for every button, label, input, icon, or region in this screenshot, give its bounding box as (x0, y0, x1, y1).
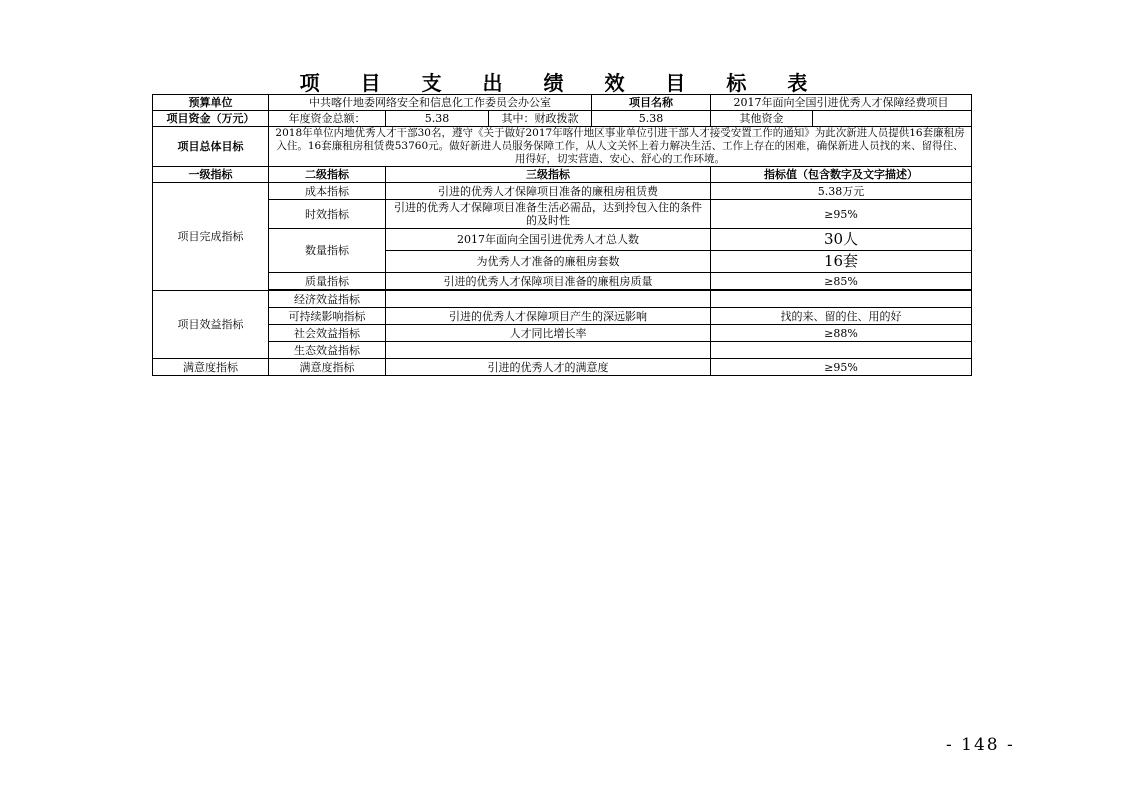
header-indicator-value: 指标值（包含数字及文字描述） (711, 167, 972, 183)
satisfaction-item: 引进的优秀人才的满意度 (386, 359, 711, 376)
fiscal-allocation-value: 5.38 (592, 111, 711, 127)
table-row (153, 308, 972, 325)
table-row (153, 359, 972, 376)
cost-indicator-item: 引进的优秀人才保障项目准备的廉租房租赁费 (386, 183, 711, 200)
cost-indicator-label: 成本指标 (269, 183, 386, 200)
page-number: - 148 - (946, 735, 1015, 755)
page-title: 项 目 支 出 绩 效 目 标 表 (299, 71, 825, 95)
overall-goal-text: 2018年单位内地优秀人才干部30名，遵守《关于做好2017年喀什地区事业单位引进干部人才接受安置工作的通知》为此次新进人员提供16套廉租房入住。16套廉租房租赁费53760元。做好新进人员服务保障工作，从人文关怀上着力解决生活、工作上存在的困难，确保新进人员找的来、留得住、用得好，切实营造、安心、舒心的工作环境。 (269, 127, 972, 167)
satisfaction-indicator-label: 满意度指标 (153, 359, 269, 376)
table-row (153, 291, 972, 308)
project-name-value: 2017年面向全国引进优秀人才保障经费项目 (711, 95, 972, 111)
quality-indicator-label: 质量指标 (269, 273, 386, 290)
performance-target-table (152, 94, 972, 376)
project-name-label: 项目名称 (592, 95, 711, 111)
sustainable-impact-value: 找的来、留的住、用的好 (711, 308, 972, 325)
table-row (153, 342, 972, 359)
table-row (153, 273, 972, 290)
benefit-indicator-label: 项目效益指标 (153, 291, 269, 359)
table-row (153, 183, 972, 200)
timeliness-indicator-label: 时效指标 (269, 200, 386, 229)
timeliness-indicator-item: 引进的优秀人才保障项目准备生活必需品，达到拎包入住的条件的及时性 (386, 200, 711, 229)
economic-benefit-item (386, 291, 711, 308)
quantity-indicator-value: 30人 (711, 229, 972, 251)
quality-indicator-item: 引进的优秀人才保障项目准备的廉租房质量 (386, 273, 711, 290)
satisfaction-sub-label: 满意度指标 (269, 359, 386, 376)
table-row (153, 111, 972, 127)
ecological-benefit-value (711, 342, 972, 359)
header-level2: 二级指标 (269, 167, 386, 183)
header-level3: 三级指标 (386, 167, 711, 183)
annual-total-label: 年度资金总额： (269, 111, 386, 127)
table-row (153, 229, 972, 251)
sustainable-impact-item: 引进的优秀人才保障项目产生的深远影响 (386, 308, 711, 325)
header-level1: 一级指标 (153, 167, 269, 183)
budget-unit-label: 预算单位 (153, 95, 269, 111)
ecological-benefit-label: 生态效益指标 (269, 342, 386, 359)
quantity-indicator-item: 2017年面向全国引进优秀人才总人数 (386, 229, 711, 251)
ecological-benefit-item (386, 342, 711, 359)
annual-total-value: 5.38 (386, 111, 489, 127)
fiscal-allocation-label: 其中：财政拨款 (489, 111, 592, 127)
social-benefit-item: 人才同比增长率 (386, 325, 711, 342)
quantity-indicator-value: 16套 (711, 251, 972, 273)
project-funds-label: 项目资金（万元） (153, 111, 269, 127)
table-row (153, 95, 972, 111)
table-row (153, 200, 972, 229)
table-row (153, 167, 972, 183)
other-funds-label: 其他资金 (711, 111, 813, 127)
table-row (153, 325, 972, 342)
budget-unit-value: 中共喀什地委网络安全和信息化工作委员会办公室 (269, 95, 592, 111)
quality-indicator-value: ≥85% (711, 273, 972, 290)
social-benefit-label: 社会效益指标 (269, 325, 386, 342)
social-benefit-value: ≥88% (711, 325, 972, 342)
sustainable-impact-label: 可持续影响指标 (269, 308, 386, 325)
overall-goal-label: 项目总体目标 (153, 127, 269, 167)
other-funds-value (813, 111, 972, 127)
economic-benefit-value (711, 291, 972, 308)
table-row (153, 127, 972, 167)
satisfaction-value: ≥95% (711, 359, 972, 376)
completion-indicator-label: 项目完成指标 (153, 183, 269, 291)
economic-benefit-label: 经济效益指标 (269, 291, 386, 308)
quantity-indicator-item: 为优秀人才准备的廉租房套数 (386, 251, 711, 273)
quantity-indicator-label: 数量指标 (269, 229, 386, 273)
cost-indicator-value: 5.38万元 (711, 183, 972, 200)
timeliness-indicator-value: ≥95% (711, 200, 972, 229)
